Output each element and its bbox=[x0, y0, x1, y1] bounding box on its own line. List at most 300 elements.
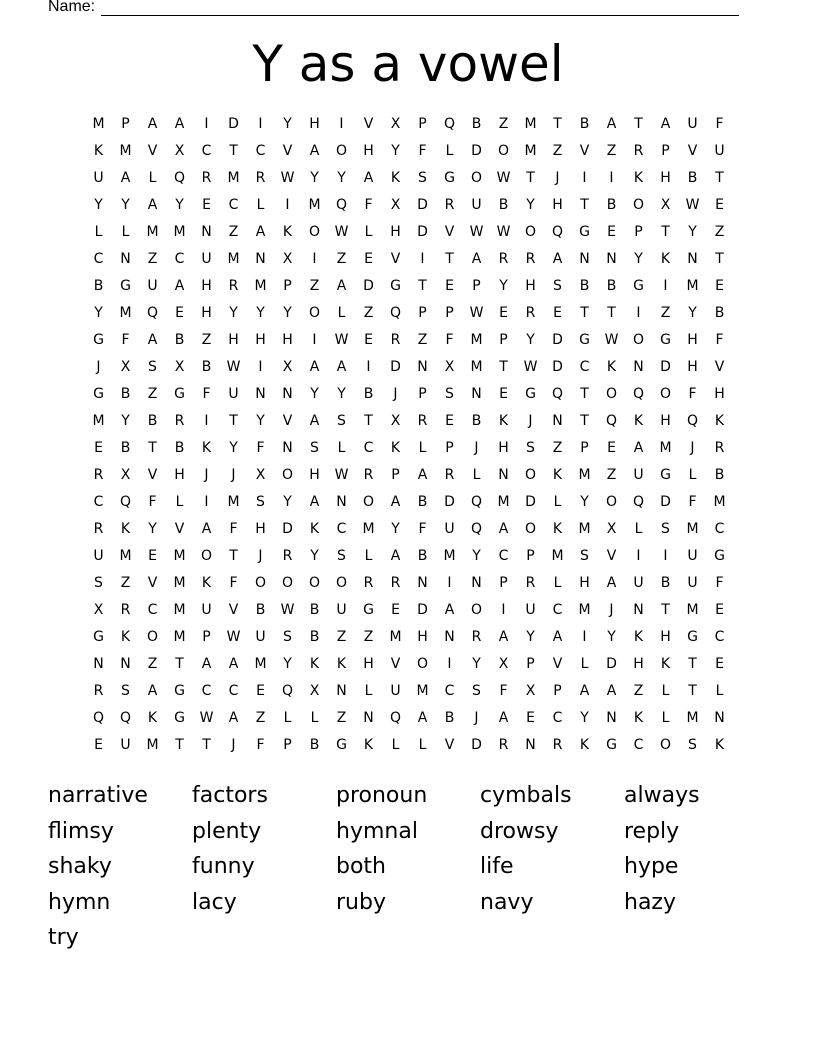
grid-letter[interactable]: R bbox=[363, 575, 374, 591]
grid-letter[interactable]: C bbox=[147, 602, 158, 618]
grid-letter[interactable]: E bbox=[175, 305, 184, 321]
grid-letter[interactable]: G bbox=[444, 170, 455, 186]
grid-letter[interactable]: X bbox=[282, 359, 293, 375]
grid-letter[interactable]: L bbox=[418, 440, 427, 456]
grid-letter[interactable]: L bbox=[391, 737, 400, 753]
grid-letter[interactable]: X bbox=[498, 656, 509, 672]
grid-letter[interactable]: U bbox=[147, 278, 158, 294]
grid-letter[interactable]: U bbox=[633, 467, 644, 483]
grid-letter[interactable]: Z bbox=[336, 629, 347, 645]
grid-letter[interactable]: N bbox=[471, 575, 482, 591]
grid-letter[interactable]: X bbox=[255, 467, 266, 483]
grid-letter[interactable]: J bbox=[609, 602, 614, 618]
grid-letter[interactable]: H bbox=[282, 332, 293, 348]
grid-letter[interactable]: B bbox=[309, 737, 320, 753]
grid-letter[interactable]: T bbox=[148, 440, 157, 456]
grid-letter[interactable]: U bbox=[633, 575, 644, 591]
grid-letter[interactable]: Y bbox=[310, 386, 319, 402]
grid-letter[interactable]: T bbox=[580, 386, 589, 402]
grid-letter[interactable]: T bbox=[688, 683, 697, 699]
grid-letter[interactable]: Y bbox=[688, 305, 697, 321]
grid-letter[interactable]: S bbox=[526, 440, 535, 456]
grid-letter[interactable]: T bbox=[229, 548, 238, 564]
grid-letter[interactable]: N bbox=[120, 251, 131, 267]
grid-letter[interactable]: C bbox=[552, 602, 563, 618]
grid-letter[interactable]: H bbox=[309, 467, 320, 483]
grid-letter[interactable]: Y bbox=[337, 386, 346, 402]
grid-letter[interactable]: M bbox=[416, 683, 429, 699]
grid-letter[interactable]: I bbox=[501, 602, 506, 618]
grid-letter[interactable]: L bbox=[715, 683, 724, 699]
grid-letter[interactable]: S bbox=[580, 548, 589, 564]
grid-letter[interactable]: D bbox=[552, 359, 563, 375]
grid-letter[interactable]: Q bbox=[686, 413, 699, 429]
grid-letter[interactable]: M bbox=[497, 494, 510, 510]
grid-letter[interactable]: Y bbox=[256, 305, 265, 321]
grid-letter[interactable]: Y bbox=[688, 224, 697, 240]
grid-letter[interactable]: Y bbox=[283, 305, 292, 321]
grid-letter[interactable]: H bbox=[525, 278, 536, 294]
grid-letter[interactable]: B bbox=[606, 278, 617, 294]
grid-letter[interactable]: R bbox=[633, 143, 644, 159]
grid-letter[interactable]: G bbox=[660, 467, 671, 483]
grid-letter[interactable]: A bbox=[228, 656, 239, 672]
grid-letter[interactable]: V bbox=[444, 224, 455, 240]
grid-letter[interactable]: X bbox=[390, 197, 401, 213]
grid-letter[interactable]: K bbox=[390, 170, 401, 186]
grid-letter[interactable]: C bbox=[714, 521, 725, 537]
grid-letter[interactable]: G bbox=[579, 332, 590, 348]
grid-letter[interactable]: A bbox=[606, 575, 617, 591]
grid-letter[interactable]: J bbox=[474, 440, 479, 456]
grid-letter[interactable]: K bbox=[201, 575, 212, 591]
grid-letter[interactable]: Z bbox=[660, 305, 671, 321]
grid-letter[interactable]: H bbox=[201, 305, 212, 321]
grid-letter[interactable]: S bbox=[661, 521, 670, 537]
grid-letter[interactable]: B bbox=[471, 116, 482, 132]
grid-letter[interactable]: K bbox=[552, 467, 563, 483]
grid-letter[interactable]: L bbox=[580, 656, 589, 672]
grid-letter[interactable]: C bbox=[228, 197, 239, 213]
grid-letter[interactable]: M bbox=[524, 143, 537, 159]
grid-letter[interactable]: L bbox=[445, 143, 454, 159]
grid-letter[interactable]: K bbox=[660, 251, 671, 267]
grid-letter[interactable]: Y bbox=[499, 278, 508, 294]
grid-letter[interactable]: L bbox=[148, 170, 157, 186]
grid-letter[interactable]: S bbox=[553, 278, 562, 294]
grid-letter[interactable]: H bbox=[579, 575, 590, 591]
grid-letter[interactable]: A bbox=[633, 440, 644, 456]
grid-letter[interactable]: U bbox=[687, 548, 698, 564]
grid-letter[interactable]: E bbox=[715, 602, 724, 618]
grid-letter[interactable]: U bbox=[714, 143, 725, 159]
name-field[interactable] bbox=[48, 0, 739, 16]
grid-letter[interactable]: P bbox=[661, 143, 670, 159]
grid-letter[interactable]: Z bbox=[606, 143, 617, 159]
grid-letter[interactable]: B bbox=[687, 170, 698, 186]
grid-letter[interactable]: H bbox=[660, 170, 671, 186]
grid-letter[interactable]: E bbox=[391, 602, 400, 618]
grid-letter[interactable]: V bbox=[174, 521, 185, 537]
grid-letter[interactable]: G bbox=[660, 332, 671, 348]
grid-letter[interactable]: O bbox=[200, 548, 213, 564]
grid-letter[interactable]: E bbox=[553, 305, 562, 321]
grid-letter[interactable]: A bbox=[390, 548, 401, 564]
grid-letter[interactable]: C bbox=[93, 251, 104, 267]
grid-letter[interactable]: R bbox=[444, 467, 455, 483]
grid-letter[interactable]: R bbox=[255, 170, 266, 186]
grid-letter[interactable]: R bbox=[282, 548, 293, 564]
grid-letter[interactable]: O bbox=[416, 656, 429, 672]
grid-letter[interactable]: T bbox=[364, 413, 373, 429]
grid-letter[interactable]: B bbox=[201, 359, 212, 375]
grid-letter[interactable]: K bbox=[390, 440, 401, 456]
grid-letter[interactable]: W bbox=[469, 224, 484, 240]
grid-letter[interactable]: D bbox=[417, 224, 428, 240]
grid-letter[interactable]: W bbox=[496, 170, 511, 186]
grid-letter[interactable]: V bbox=[579, 143, 590, 159]
grid-letter[interactable]: F bbox=[499, 683, 508, 699]
grid-letter[interactable]: F bbox=[688, 494, 697, 510]
grid-letter[interactable]: Q bbox=[173, 170, 186, 186]
grid-letter[interactable]: V bbox=[606, 548, 617, 564]
grid-letter[interactable]: N bbox=[363, 710, 374, 726]
grid-letter[interactable]: O bbox=[605, 386, 618, 402]
grid-letter[interactable]: L bbox=[472, 467, 481, 483]
grid-letter[interactable]: C bbox=[336, 521, 347, 537]
grid-letter[interactable]: N bbox=[255, 251, 266, 267]
grid-letter[interactable]: U bbox=[255, 629, 266, 645]
grid-letter[interactable]: L bbox=[364, 224, 373, 240]
grid-letter[interactable]: U bbox=[687, 116, 698, 132]
grid-letter[interactable]: Z bbox=[606, 467, 617, 483]
grid-letter[interactable]: X bbox=[525, 683, 536, 699]
grid-letter[interactable]: E bbox=[445, 413, 454, 429]
grid-letter[interactable]: Y bbox=[391, 143, 400, 159]
grid-letter[interactable]: Z bbox=[714, 224, 725, 240]
grid-letter[interactable]: F bbox=[202, 386, 211, 402]
grid-letter[interactable]: G bbox=[714, 548, 725, 564]
grid-letter[interactable]: P bbox=[418, 386, 427, 402]
grid-letter[interactable]: E bbox=[715, 278, 724, 294]
grid-letter[interactable]: M bbox=[578, 521, 591, 537]
grid-letter[interactable]: X bbox=[282, 251, 293, 267]
grid-letter[interactable]: B bbox=[417, 548, 428, 564]
grid-letter[interactable]: R bbox=[363, 467, 374, 483]
grid-letter[interactable]: Z bbox=[309, 278, 320, 294]
grid-letter[interactable]: M bbox=[173, 575, 186, 591]
grid-letter[interactable]: L bbox=[661, 683, 670, 699]
grid-letter[interactable]: Y bbox=[580, 494, 589, 510]
grid-letter[interactable]: M bbox=[524, 116, 537, 132]
grid-letter[interactable]: Y bbox=[472, 548, 481, 564]
grid-letter[interactable]: J bbox=[690, 440, 695, 456]
grid-letter[interactable]: K bbox=[201, 440, 212, 456]
grid-letter[interactable]: W bbox=[604, 332, 619, 348]
grid-letter[interactable]: O bbox=[281, 467, 294, 483]
grid-letter[interactable]: Z bbox=[552, 143, 563, 159]
grid-letter[interactable]: S bbox=[418, 170, 427, 186]
grid-letter[interactable]: W bbox=[685, 197, 700, 213]
grid-letter[interactable]: Y bbox=[94, 305, 103, 321]
grid-letter[interactable]: Q bbox=[281, 683, 294, 699]
grid-letter[interactable]: K bbox=[309, 521, 320, 537]
grid-letter[interactable]: H bbox=[660, 629, 671, 645]
grid-letter[interactable]: W bbox=[523, 359, 538, 375]
grid-letter[interactable]: C bbox=[444, 683, 455, 699]
grid-letter[interactable]: F bbox=[121, 332, 130, 348]
grid-letter[interactable]: Y bbox=[391, 521, 400, 537]
grid-letter[interactable]: Y bbox=[256, 413, 265, 429]
grid-letter[interactable]: A bbox=[228, 710, 239, 726]
grid-letter[interactable]: R bbox=[525, 251, 536, 267]
grid-letter[interactable]: G bbox=[363, 602, 374, 618]
grid-letter[interactable]: Y bbox=[121, 413, 130, 429]
grid-letter[interactable]: Z bbox=[228, 224, 239, 240]
grid-letter[interactable]: Z bbox=[120, 575, 131, 591]
grid-letter[interactable]: F bbox=[715, 332, 724, 348]
grid-letter[interactable]: M bbox=[227, 494, 240, 510]
grid-letter[interactable]: M bbox=[470, 359, 483, 375]
grid-letter[interactable]: N bbox=[606, 251, 617, 267]
grid-letter[interactable]: L bbox=[634, 521, 643, 537]
grid-letter[interactable]: S bbox=[688, 737, 697, 753]
grid-letter[interactable]: Q bbox=[389, 710, 402, 726]
grid-letter[interactable]: Y bbox=[283, 116, 292, 132]
grid-letter[interactable]: D bbox=[552, 332, 563, 348]
grid-letter[interactable]: K bbox=[147, 710, 158, 726]
grid-letter[interactable]: M bbox=[713, 494, 726, 510]
grid-letter[interactable]: M bbox=[173, 602, 186, 618]
grid-letter[interactable]: M bbox=[146, 737, 159, 753]
grid-letter[interactable]: P bbox=[283, 737, 292, 753]
grid-letter[interactable]: N bbox=[282, 386, 293, 402]
grid-letter[interactable]: R bbox=[201, 170, 212, 186]
grid-letter[interactable]: V bbox=[390, 251, 401, 267]
grid-letter[interactable]: Q bbox=[470, 521, 483, 537]
grid-letter[interactable]: T bbox=[715, 251, 724, 267]
grid-letter[interactable]: G bbox=[93, 332, 104, 348]
grid-letter[interactable]: Q bbox=[146, 305, 159, 321]
grid-letter[interactable]: L bbox=[337, 305, 346, 321]
grid-letter[interactable]: W bbox=[280, 602, 295, 618]
grid-letter[interactable]: A bbox=[363, 170, 374, 186]
grid-letter[interactable]: B bbox=[444, 710, 455, 726]
grid-letter[interactable]: A bbox=[201, 521, 212, 537]
grid-letter[interactable]: C bbox=[228, 683, 239, 699]
grid-letter[interactable]: A bbox=[255, 224, 266, 240]
grid-letter[interactable]: G bbox=[174, 386, 185, 402]
grid-letter[interactable]: L bbox=[418, 737, 427, 753]
grid-letter[interactable]: F bbox=[256, 737, 265, 753]
grid-letter[interactable]: F bbox=[715, 575, 724, 591]
grid-letter[interactable]: H bbox=[228, 332, 239, 348]
grid-letter[interactable]: O bbox=[308, 575, 321, 591]
grid-letter[interactable]: T bbox=[553, 116, 562, 132]
grid-letter[interactable]: F bbox=[229, 521, 238, 537]
grid-letter[interactable]: E bbox=[499, 386, 508, 402]
grid-letter[interactable]: Z bbox=[363, 629, 374, 645]
grid-letter[interactable]: F bbox=[229, 575, 238, 591]
grid-letter[interactable]: Y bbox=[472, 656, 481, 672]
grid-letter[interactable]: N bbox=[471, 386, 482, 402]
grid-letter[interactable]: O bbox=[605, 494, 618, 510]
grid-letter[interactable]: S bbox=[283, 629, 292, 645]
grid-letter[interactable]: H bbox=[201, 278, 212, 294]
grid-letter[interactable]: S bbox=[94, 575, 103, 591]
grid-letter[interactable]: H bbox=[255, 332, 266, 348]
grid-letter[interactable]: T bbox=[175, 656, 184, 672]
grid-letter[interactable]: X bbox=[120, 359, 131, 375]
grid-letter[interactable]: N bbox=[120, 656, 131, 672]
grid-letter[interactable]: K bbox=[714, 737, 725, 753]
grid-letter[interactable]: W bbox=[334, 332, 349, 348]
grid-letter[interactable]: O bbox=[308, 224, 321, 240]
grid-letter[interactable]: W bbox=[334, 224, 349, 240]
grid-letter[interactable]: Y bbox=[526, 197, 535, 213]
grid-letter[interactable]: B bbox=[309, 602, 320, 618]
grid-letter[interactable]: A bbox=[606, 683, 617, 699]
grid-letter[interactable]: G bbox=[579, 224, 590, 240]
grid-letter[interactable]: S bbox=[472, 683, 481, 699]
grid-letter[interactable]: K bbox=[579, 737, 590, 753]
grid-letter[interactable]: M bbox=[173, 224, 186, 240]
grid-letter[interactable]: V bbox=[390, 656, 401, 672]
grid-letter[interactable]: A bbox=[147, 197, 158, 213]
grid-letter[interactable]: N bbox=[255, 386, 266, 402]
grid-letter[interactable]: H bbox=[633, 656, 644, 672]
grid-letter[interactable]: R bbox=[471, 629, 482, 645]
grid-letter[interactable]: Y bbox=[148, 521, 157, 537]
grid-letter[interactable]: S bbox=[337, 548, 346, 564]
grid-letter[interactable]: R bbox=[93, 683, 104, 699]
grid-letter[interactable]: M bbox=[686, 521, 699, 537]
grid-letter[interactable]: Y bbox=[229, 305, 238, 321]
grid-letter[interactable]: N bbox=[93, 656, 104, 672]
grid-letter[interactable]: M bbox=[254, 278, 267, 294]
grid-letter[interactable]: M bbox=[578, 467, 591, 483]
grid-letter[interactable]: M bbox=[146, 224, 159, 240]
grid-letter[interactable]: I bbox=[258, 359, 263, 375]
grid-letter[interactable]: Q bbox=[389, 305, 402, 321]
grid-letter[interactable]: N bbox=[687, 251, 698, 267]
grid-letter[interactable]: E bbox=[715, 197, 724, 213]
grid-letter[interactable]: V bbox=[282, 143, 293, 159]
grid-letter[interactable]: M bbox=[92, 116, 105, 132]
grid-letter[interactable]: D bbox=[228, 116, 239, 132]
grid-letter[interactable]: I bbox=[285, 197, 290, 213]
grid-letter[interactable]: T bbox=[229, 143, 238, 159]
grid-letter[interactable]: N bbox=[201, 224, 212, 240]
grid-letter[interactable]: D bbox=[417, 602, 428, 618]
grid-letter[interactable]: V bbox=[228, 602, 239, 618]
grid-letter[interactable]: L bbox=[553, 575, 562, 591]
grid-letter[interactable]: E bbox=[445, 278, 454, 294]
grid-letter[interactable]: A bbox=[336, 359, 347, 375]
grid-letter[interactable]: B bbox=[147, 413, 158, 429]
grid-letter[interactable]: I bbox=[447, 656, 452, 672]
grid-letter[interactable]: A bbox=[498, 710, 509, 726]
grid-letter[interactable]: T bbox=[580, 413, 589, 429]
grid-letter[interactable]: W bbox=[334, 467, 349, 483]
grid-letter[interactable]: C bbox=[93, 494, 104, 510]
grid-letter[interactable]: R bbox=[228, 278, 239, 294]
grid-letter[interactable]: U bbox=[525, 602, 536, 618]
grid-letter[interactable]: H bbox=[687, 332, 698, 348]
grid-letter[interactable]: T bbox=[661, 602, 670, 618]
grid-letter[interactable]: E bbox=[364, 332, 373, 348]
grid-letter[interactable]: P bbox=[202, 629, 211, 645]
grid-letter[interactable]: V bbox=[282, 413, 293, 429]
grid-letter[interactable]: Y bbox=[526, 629, 535, 645]
grid-letter[interactable]: Z bbox=[147, 656, 158, 672]
grid-letter[interactable]: O bbox=[335, 143, 348, 159]
grid-letter[interactable]: K bbox=[660, 656, 671, 672]
grid-letter[interactable]: Z bbox=[201, 332, 212, 348]
grid-letter[interactable]: A bbox=[471, 251, 482, 267]
grid-letter[interactable]: R bbox=[390, 332, 401, 348]
grid-letter[interactable]: T bbox=[418, 278, 427, 294]
grid-letter[interactable]: J bbox=[528, 413, 533, 429]
grid-letter[interactable]: B bbox=[363, 386, 374, 402]
grid-letter[interactable]: F bbox=[256, 440, 265, 456]
grid-letter[interactable]: N bbox=[714, 710, 725, 726]
grid-letter[interactable]: A bbox=[201, 656, 212, 672]
grid-letter[interactable]: G bbox=[174, 710, 185, 726]
grid-letter[interactable]: M bbox=[227, 251, 240, 267]
grid-letter[interactable]: H bbox=[687, 359, 698, 375]
grid-letter[interactable]: M bbox=[578, 602, 591, 618]
grid-letter[interactable]: Y bbox=[526, 332, 535, 348]
grid-letter[interactable]: L bbox=[337, 440, 346, 456]
grid-letter[interactable]: M bbox=[659, 440, 672, 456]
grid-letter[interactable]: U bbox=[471, 197, 482, 213]
grid-letter[interactable]: N bbox=[579, 251, 590, 267]
grid-letter[interactable]: C bbox=[498, 548, 509, 564]
grid-letter[interactable]: V bbox=[444, 737, 455, 753]
grid-letter[interactable]: R bbox=[525, 575, 536, 591]
grid-letter[interactable]: O bbox=[146, 629, 159, 645]
grid-letter[interactable]: H bbox=[660, 413, 671, 429]
grid-letter[interactable]: P bbox=[634, 224, 643, 240]
grid-letter[interactable]: X bbox=[93, 602, 104, 618]
grid-letter[interactable]: Y bbox=[337, 170, 346, 186]
grid-letter[interactable]: Q bbox=[119, 494, 132, 510]
grid-letter[interactable]: E bbox=[148, 548, 157, 564]
grid-letter[interactable]: J bbox=[258, 548, 263, 564]
grid-letter[interactable]: P bbox=[445, 305, 454, 321]
grid-letter[interactable]: B bbox=[174, 332, 185, 348]
grid-letter[interactable]: T bbox=[445, 251, 454, 267]
grid-letter[interactable]: B bbox=[714, 467, 725, 483]
grid-letter[interactable]: H bbox=[174, 467, 185, 483]
grid-letter[interactable]: F bbox=[715, 116, 724, 132]
grid-letter[interactable]: A bbox=[174, 116, 185, 132]
grid-letter[interactable]: I bbox=[420, 251, 425, 267]
grid-letter[interactable]: K bbox=[498, 413, 509, 429]
grid-letter[interactable]: Q bbox=[551, 224, 564, 240]
grid-letter[interactable]: H bbox=[498, 440, 509, 456]
grid-letter[interactable]: Y bbox=[94, 197, 103, 213]
grid-letter[interactable]: C bbox=[255, 143, 266, 159]
grid-letter[interactable]: A bbox=[309, 143, 320, 159]
grid-letter[interactable]: T bbox=[229, 413, 238, 429]
grid-letter[interactable]: S bbox=[337, 413, 346, 429]
grid-letter[interactable]: G bbox=[93, 386, 104, 402]
grid-letter[interactable]: R bbox=[444, 197, 455, 213]
grid-letter[interactable]: L bbox=[688, 467, 697, 483]
grid-letter[interactable]: M bbox=[389, 629, 402, 645]
